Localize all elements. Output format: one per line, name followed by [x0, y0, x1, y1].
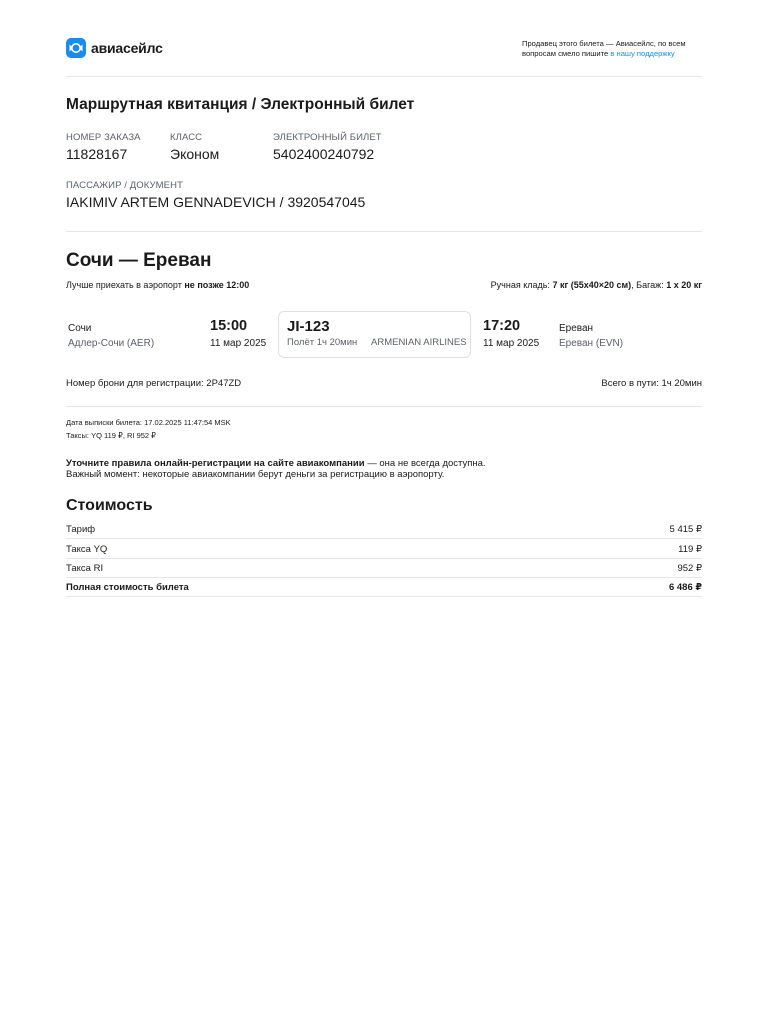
passenger-field: [66, 180, 365, 210]
e-ticket-field: [273, 132, 382, 162]
departure-time: 15:00: [210, 318, 248, 334]
cost-row-tax-yq: [66, 539, 702, 559]
class-value: Эконом: [170, 146, 220, 162]
departure-city: Сочи: [68, 323, 92, 334]
order-number-label: НОМЕР ЗАКАЗА: [66, 132, 141, 143]
page-title: Маршрутная квитанция / Электронный билет: [66, 96, 415, 113]
notice-line2: Важный момент: некоторые авиакомпании берут деньги за регистрацию в аэропорту.: [66, 469, 445, 480]
divider: [66, 231, 702, 232]
cost-row-tax-ri: [66, 558, 702, 578]
notice-rest: — она не всегда доступна.: [364, 458, 486, 469]
divider: [66, 406, 702, 407]
flight-number: JI-123: [287, 318, 330, 335]
ticket-page: [66, 0, 702, 593]
cost-row-amount: 119 ₽: [678, 544, 702, 555]
arrival-advice-text: Лучше приехать в аэропорт: [66, 280, 182, 290]
class-label: КЛАСС: [170, 132, 203, 143]
cost-row-total: [66, 577, 702, 597]
arrival-advice: [66, 280, 249, 290]
seller-info: [522, 39, 702, 59]
order-number-value: 11828167: [66, 146, 128, 162]
hand-luggage-label: Ручная кладь:: [490, 280, 550, 290]
cost-row-amount: 6 486 ₽: [668, 582, 702, 593]
plane-window-icon: [66, 38, 86, 58]
passenger-label: ПАССАЖИР / ДОКУМЕНТ: [66, 180, 183, 191]
e-ticket-value: 5402400240792: [273, 146, 375, 162]
departure-airport: Адлер-Сочи (AER): [68, 338, 155, 349]
arrival-airport: Ереван (EVN): [559, 338, 624, 349]
airline-name: ARMENIAN AIRLINES: [371, 337, 467, 348]
flight-card: [278, 311, 471, 358]
cost-row-name: Тариф: [66, 524, 96, 535]
order-number-field: [66, 132, 141, 162]
total-travel-time: Всего в пути: 1ч 20мин: [601, 378, 702, 389]
issue-taxes: Таксы: YQ 119 ₽, RI 952 ₽: [66, 431, 156, 440]
class-field: [170, 132, 219, 162]
cost-title: Стоимость: [66, 497, 153, 514]
brand-logo[interactable]: [66, 38, 163, 58]
passenger-value: IAKIMIV ARTEM GENNADEVICH / 3920547045: [66, 194, 366, 210]
arrival-time: 17:20: [483, 318, 521, 334]
e-ticket-label: ЭЛЕКТРОННЫЙ БИЛЕТ: [273, 132, 382, 143]
issue-date: Дата выписки билета: 17.02.2025 11:47:54 MSK: [66, 418, 231, 427]
booking-reference: Номер брони для регистрации: 2P47ZD: [66, 378, 242, 389]
arrival-city: Ереван: [559, 323, 594, 334]
cost-row-fare: [66, 519, 702, 539]
notice-bold: Уточните правила онлайн-регистрации на сайте авиакомпании: [66, 458, 365, 469]
arrival-advice-time: не позже 12:00: [184, 280, 250, 290]
cost-row-name: Такса RI: [66, 563, 104, 574]
baggage-value: 1 x 20 кг: [666, 280, 702, 290]
cost-row-amount: 5 415 ₽: [669, 524, 702, 535]
hand-luggage-value: 7 кг (55х40×20 см): [552, 280, 632, 290]
seller-text: Продавец этого билета — Авиасейлс, по всем вопросам смело пишите: [522, 39, 686, 58]
departure-date: 11 мар 2025: [210, 338, 267, 349]
cost-row-name: Такса YQ: [66, 544, 108, 555]
baggage-info: [491, 280, 702, 290]
baggage-label: , Багаж:: [631, 280, 664, 290]
support-link[interactable]: в нашу поддержку: [610, 49, 675, 58]
arrival-date: 11 мар 2025: [483, 338, 540, 349]
route-title: Сочи — Ереван: [66, 250, 212, 271]
flight-duration: Полёт 1ч 20мин: [287, 337, 358, 348]
brand-name: авиасейлс: [91, 40, 163, 56]
cost-row-name: Полная стоимость билета: [66, 582, 189, 593]
header: [66, 0, 702, 77]
check-in-notice: [66, 458, 486, 480]
cost-row-amount: 952 ₽: [677, 563, 702, 574]
